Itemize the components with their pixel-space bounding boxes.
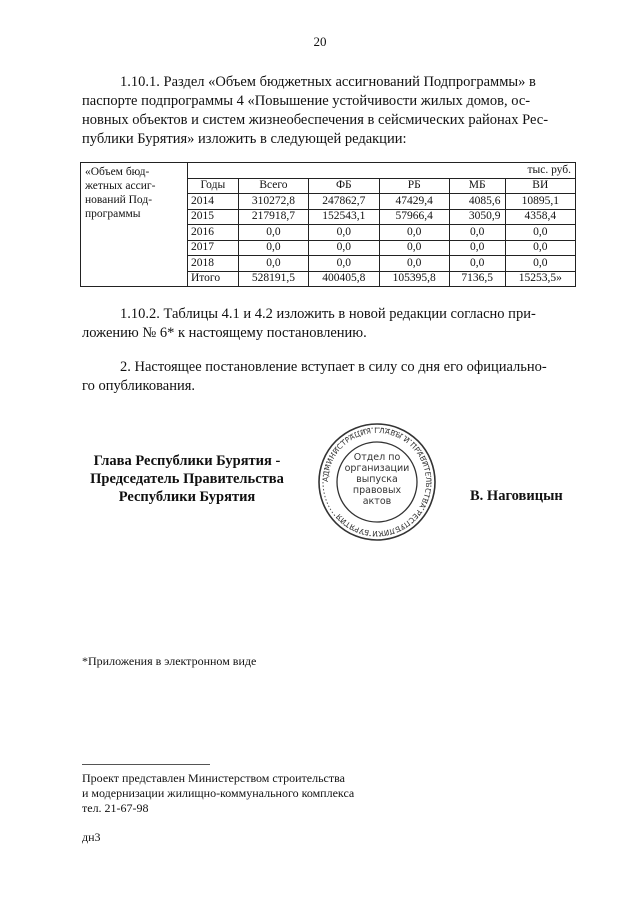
- value-cell: 4085,6: [449, 194, 505, 210]
- footer-note: [82, 771, 354, 816]
- document-code: дн3: [82, 830, 101, 844]
- value-cell: 4358,4: [505, 209, 575, 225]
- value-cell: 0,0: [449, 240, 505, 256]
- value-cell: 47429,4: [379, 194, 449, 210]
- total-value-cell: 15253,5»: [505, 271, 575, 287]
- footer-divider: [82, 764, 210, 765]
- stamp-text-line: актов: [362, 496, 392, 507]
- stamp-text-line: правовых: [352, 485, 402, 496]
- label-line: жетных ассиг-: [85, 180, 156, 192]
- table-row: [81, 163, 576, 179]
- value-cell: 310272,8: [238, 194, 308, 210]
- year-cell: 2015: [188, 209, 239, 225]
- stamp-inner-text: [332, 452, 422, 507]
- value-cell: 0,0: [505, 240, 575, 256]
- stamp-text-line: организации: [344, 463, 410, 474]
- signatory-title: [70, 452, 304, 506]
- year-cell: 2014: [188, 194, 239, 210]
- value-cell: 0,0: [309, 240, 379, 256]
- total-value-cell: 400405,8: [309, 271, 379, 287]
- value-cell: 0,0: [309, 256, 379, 272]
- year-cell: 2016: [188, 225, 239, 241]
- footer-line: и модернизации жилищно-коммунального комплекса: [82, 786, 355, 800]
- value-cell: 0,0: [309, 225, 379, 241]
- value-cell: 217918,7: [238, 209, 308, 225]
- signatory-title-line: Глава Республики Бурятия -: [93, 453, 281, 469]
- value-cell: 0,0: [238, 240, 308, 256]
- stamp-ring-text: АДМИНИСТРАЦИЯ ГЛАВЫ И ПРАВИТЕЛЬСТВА РЕСПУБЛИКИ БУРЯТИЯ: [320, 425, 434, 539]
- signatory-title-line: Председатель Правительства: [90, 471, 284, 487]
- paragraph-section-1-10-1: [82, 73, 570, 149]
- header-cell: ФБ: [309, 178, 379, 194]
- footnote: *Приложения в электронном виде: [82, 654, 257, 668]
- label-line: программы: [85, 208, 141, 220]
- header-cell: Всего: [238, 178, 308, 194]
- paragraph-line: 1.10.2. Таблицы 4.1 и 4.2 изложить в новой редакции согласно при-: [120, 306, 536, 322]
- value-cell: 57966,4: [379, 209, 449, 225]
- value-cell: 0,0: [379, 256, 449, 272]
- value-cell: 152543,1: [309, 209, 379, 225]
- signatory-name: В. Наговицын: [470, 488, 563, 504]
- header-cell: ВИ: [505, 178, 575, 194]
- value-cell: 0,0: [379, 225, 449, 241]
- total-label-cell: Итого: [188, 271, 239, 287]
- year-cell: 2018: [188, 256, 239, 272]
- year-cell: 2017: [188, 240, 239, 256]
- paragraph-section-2: [82, 358, 570, 396]
- value-cell: 0,0: [379, 240, 449, 256]
- stamp-text-line: Отдел по: [353, 452, 401, 463]
- value-cell: 0,0: [505, 256, 575, 272]
- paragraph-line: 2. Настоящее постановление вступает в силу со дня его официально-: [120, 359, 547, 375]
- paragraph-line: 1.10.1. Раздел «Объем бюджетных ассигнований Подпрограммы» в: [120, 74, 536, 90]
- signatory-title-line: Республики Бурятия: [118, 489, 256, 505]
- value-cell: 0,0: [449, 256, 505, 272]
- value-cell: 247862,7: [309, 194, 379, 210]
- paragraph-line: го опубликования.: [82, 378, 196, 394]
- table-label-cell: [81, 163, 188, 287]
- value-cell: 0,0: [449, 225, 505, 241]
- header-cell: Годы: [188, 178, 239, 194]
- value-cell: 0,0: [238, 256, 308, 272]
- value-cell: 0,0: [505, 225, 575, 241]
- value-cell: 0,0: [238, 225, 308, 241]
- paragraph-line: паспорте подпрограммы 4 «Повышение устойчивости жилых домов, ос-: [82, 93, 531, 109]
- total-value-cell: 528191,5: [238, 271, 308, 287]
- paragraph-section-1-10-2: [82, 305, 570, 343]
- total-value-cell: 105395,8: [379, 271, 449, 287]
- stamp-text-line: выпуска: [356, 474, 398, 485]
- header-cell: РБ: [379, 178, 449, 194]
- table-unit: тыс. руб.: [188, 163, 576, 179]
- page-number: 20: [313, 34, 327, 49]
- label-line: «Объем бюд-: [85, 166, 150, 178]
- paragraph-line: ложению № 6* к настоящему постановлению.: [82, 325, 367, 341]
- header-cell: МБ: [449, 178, 505, 194]
- paragraph-line: новных объектов и систем жизнеобеспечения в сейсмических районах Рес-: [82, 112, 549, 128]
- footer-line: Проект представлен Министерством строительства: [82, 771, 345, 785]
- footer-line: тел. 21-67-98: [82, 801, 149, 815]
- value-cell: 10895,1: [505, 194, 575, 210]
- budget-table: [80, 162, 576, 287]
- label-line: нований Под-: [85, 194, 153, 206]
- value-cell: 3050,9: [449, 209, 505, 225]
- paragraph-line: публики Бурятия» изложить в следующей редакции:: [82, 131, 407, 147]
- total-value-cell: 7136,5: [449, 271, 505, 287]
